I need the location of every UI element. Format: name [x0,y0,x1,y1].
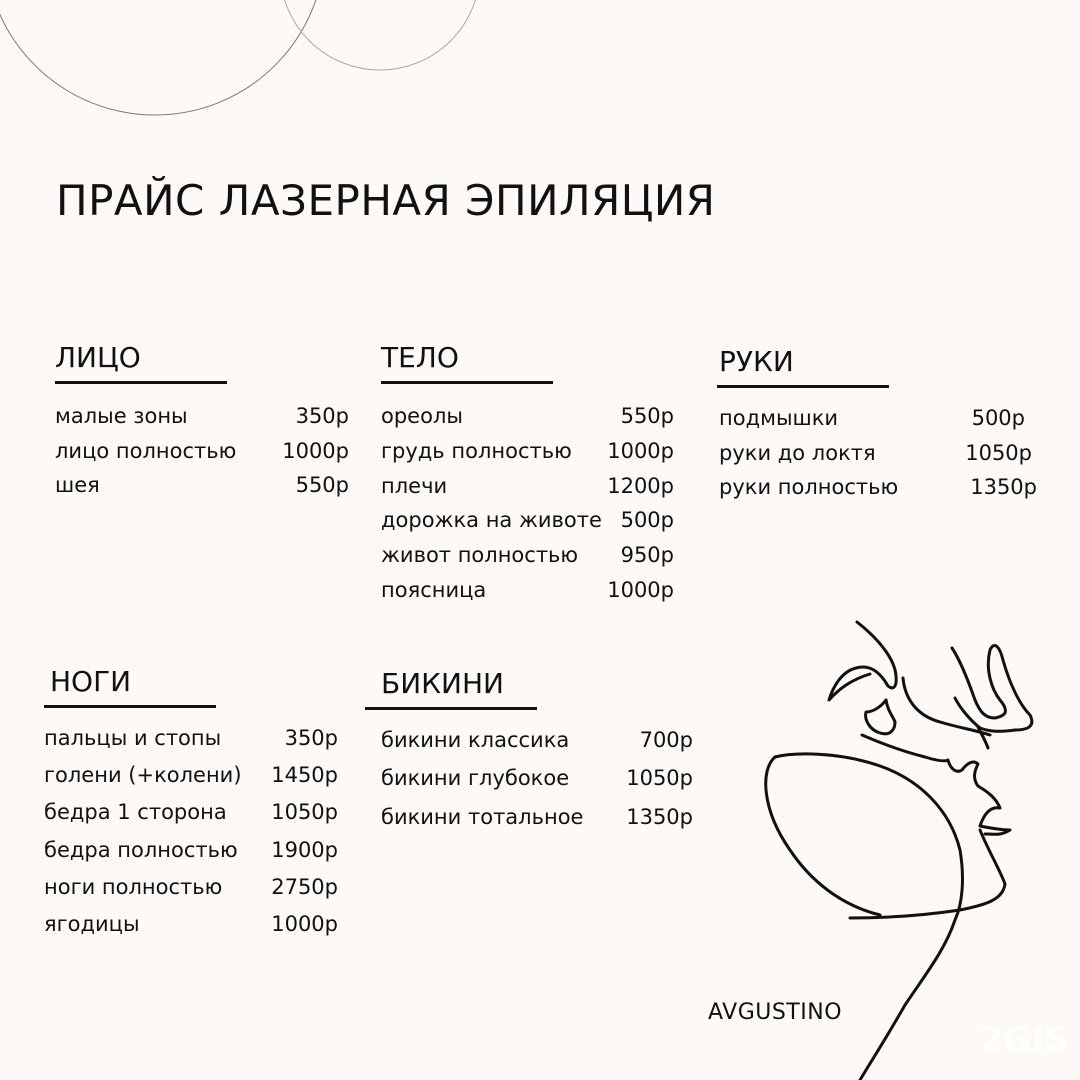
service-name: грудь полностью [381,438,572,463]
price-row [44,763,338,800]
service-price: 1050р [271,800,338,825]
price-row [55,473,349,508]
service-price: 350р [295,404,349,428]
service-name: живот полностью [381,543,579,568]
section-heading: НОГИ [50,665,132,698]
service-name: пальцы и стопы [44,726,222,750]
service-name: подмышки [719,406,839,430]
service-name: бикини классика [381,728,570,752]
price-row [381,728,693,766]
service-name: ореолы [381,404,463,428]
price-row [719,475,1037,510]
section-arms [719,345,1037,510]
price-list [55,404,349,508]
section-heading: РУКИ [719,345,794,378]
price-row [55,404,349,439]
service-price: 1350р [626,804,693,829]
price-row [381,543,674,578]
price-row [719,406,1037,441]
heading-underline [365,707,537,710]
service-name: шея [55,473,100,497]
price-row [381,805,693,843]
service-name: бедра полностью [44,837,238,862]
price-row [44,838,338,875]
price-row [44,726,338,763]
price-list [44,726,338,949]
price-row [44,875,338,912]
section-legs [44,665,338,949]
service-price: 1050р [965,440,1032,465]
section-heading: ТЕЛО [381,341,459,374]
price-row [381,766,693,804]
service-price: 700р [639,728,693,752]
service-price: 2750р [271,874,338,899]
service-price: 1000р [607,577,674,602]
price-list [719,406,1037,510]
section-bikini [365,667,693,843]
price-list [365,728,693,843]
price-row [719,441,1037,476]
heading-underline [55,381,227,384]
service-name: ноги полностью [44,874,223,899]
service-name: поясница [381,577,487,602]
price-row [381,439,674,474]
service-name: бедра 1 сторона [44,800,227,825]
section-body [381,341,674,613]
price-row [44,800,338,837]
price-row [381,404,674,439]
service-price: 1000р [607,438,674,463]
brand-name: AVGUSTINO [708,1000,843,1025]
service-name: руки полностью [719,475,899,499]
price-row [381,474,674,509]
service-price: 1350р [970,475,1037,499]
section-heading: БИКИНИ [381,667,504,700]
service-name: бикини тотальное [381,804,584,829]
service-price: 550р [295,473,349,497]
service-price: 1900р [271,837,338,862]
service-name: бикини глубокое [381,766,570,791]
price-row [381,578,674,613]
heading-underline [717,385,889,388]
service-price: 1000р [282,438,349,463]
price-row [55,439,349,474]
section-heading: ЛИЦО [55,341,141,374]
price-row [44,912,338,949]
service-price: 550р [620,404,674,428]
circle-left-icon [0,0,325,115]
service-name: малые зоны [55,404,188,428]
price-row [381,508,674,543]
service-price: 1200р [607,473,674,498]
service-price: 1450р [271,763,338,788]
service-name: ягодицы [44,911,140,936]
price-list [381,404,674,613]
watermark: 2GIS [980,1020,1069,1060]
page-title: ПРАЙС ЛАЗЕРНАЯ ЭПИЛЯЦИЯ [56,176,716,225]
service-price: 1050р [626,766,693,791]
service-name: плечи [381,473,448,498]
service-price: 1000р [271,911,338,936]
service-price: 500р [971,406,1025,430]
service-price: 500р [620,508,674,533]
service-price: 950р [620,543,674,568]
heading-underline [381,381,553,384]
service-price: 350р [284,726,338,750]
service-name: лицо полностью [55,438,237,463]
service-name: руки до локтя [719,440,876,465]
circle-right-icon [280,0,480,70]
service-name: дорожка на животе [381,508,602,533]
heading-underline [44,705,216,708]
section-face [55,341,349,508]
service-name: голени (+колени) [44,763,242,788]
